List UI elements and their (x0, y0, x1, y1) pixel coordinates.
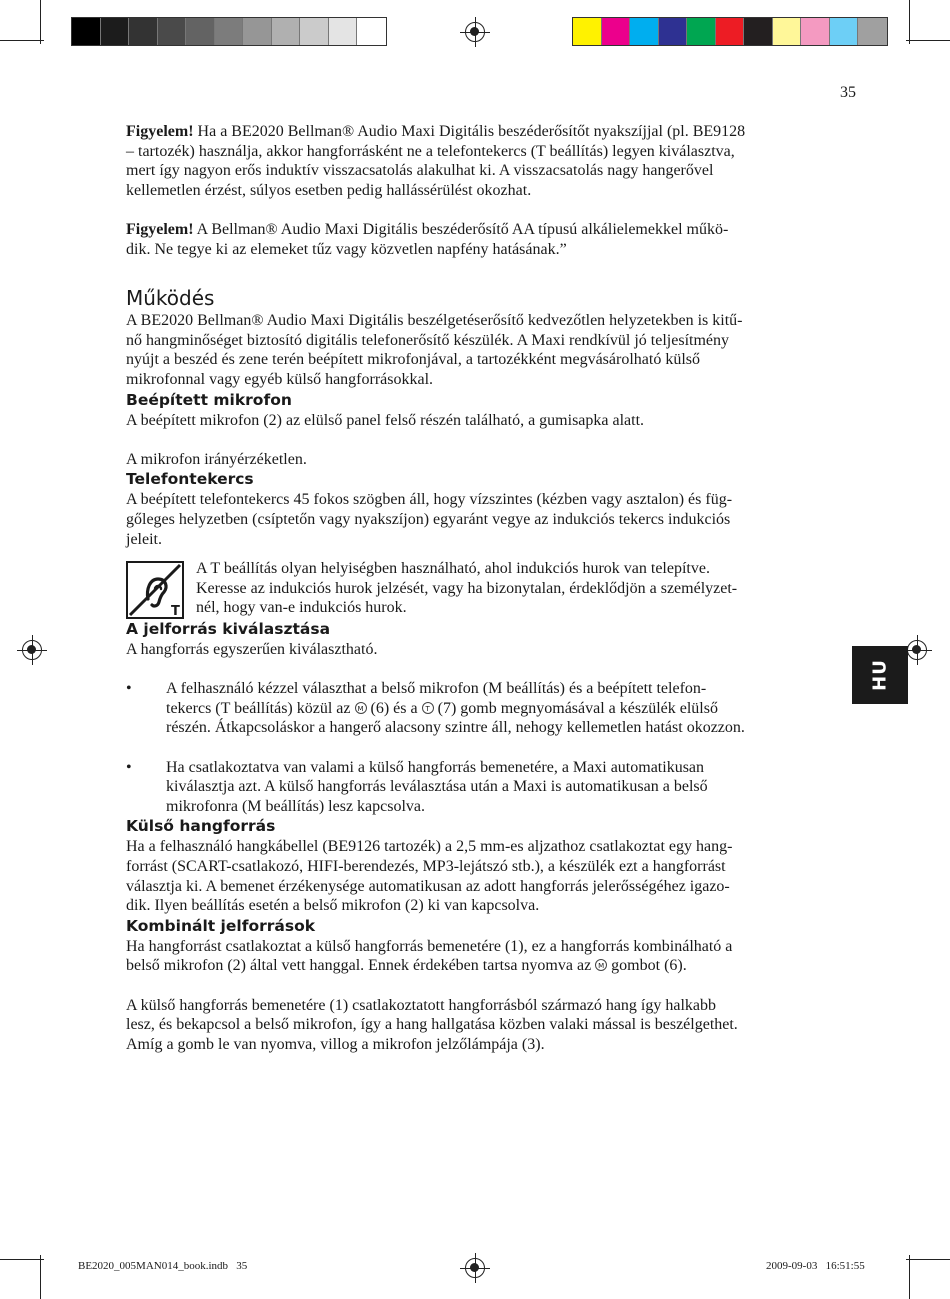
color-swatch (744, 18, 773, 45)
text-line: Amíg a gomb le van nyomva, villog a mikrofon jelzőlámpája (3). (126, 1035, 545, 1053)
crop-mark (0, 1259, 44, 1260)
language-tab (852, 646, 908, 704)
text-line: választja ki. A bemenet érzékenysége automatikusan az adott hangforrás jelerősségéhez igazo- (126, 877, 730, 895)
color-swatch (215, 18, 244, 45)
text-line: Ha a BE2020 Bellman® Audio Maxi Digitális beszéderősítőt nyakszíjjal (pl. BE9128 (193, 123, 746, 140)
crop-mark (40, 1255, 41, 1299)
color-swatch (243, 18, 272, 45)
text-line: tekercs (T beállítás) közül az (166, 699, 355, 717)
text-line: forrást (SCART-csatlakozó, HIFI-berendezés, MP3-lejátszó stb.), a készülék ezt a hangforrást (126, 858, 726, 876)
crop-mark (906, 1259, 950, 1260)
color-swatch (357, 18, 386, 45)
text-line: Keresse az indukciós hurok jelzését, vagy ha bizonytalan, érdeklődjön a személyzet- (196, 579, 738, 597)
page-number: 35 (840, 84, 856, 101)
color-swatch (272, 18, 301, 45)
registration-mark-top (465, 22, 485, 42)
language-tab-label: HU (869, 659, 891, 691)
text-line: dik. Ne tegye ki az elemeket tűz vagy közvetlen napfény hatásának.” (126, 240, 567, 258)
color-swatch (716, 18, 745, 45)
warning-paragraph (126, 122, 822, 200)
text-line: részén. Átkapcsoláskor a hangerő alacsony szintre áll, nehogy kellemetlen hatást okozzon. (166, 719, 745, 737)
crop-mark (906, 40, 950, 41)
external-paragraph (126, 837, 822, 915)
text-line: Ha csatlakoztatva van valami a külső hangforrás bemenetére, a Maxi automatikusan (166, 758, 705, 776)
registration-mark-right (907, 640, 927, 660)
text-line: A beépített telefontekercs 45 fokos szögben áll, hogy vízszintes (kézben vagy asztalon) és füg- (126, 491, 733, 509)
note-text (196, 559, 737, 619)
text-line: kellemetlen érzést, súlyos esetben pedig hallássérülést okozhat. (126, 181, 532, 199)
text-line: – tartozék) használja, akkor hangforrásként ne a telefontekercs (T beállítás) legyen kiválasztva, (126, 142, 735, 160)
registration-mark-left (22, 640, 42, 660)
crop-mark (0, 40, 44, 41)
paragraph: A mikrofon irányérzéketlen. (126, 450, 307, 468)
subheading-builtin-mic: Beépített mikrofon (126, 390, 292, 409)
footer-timestamp: 2009-09-03 16:51:55 (766, 1260, 865, 1272)
text-line: Ha a felhasználó hangkábellel (BE9126 tartozék) a 2,5 mm-es aljzathoz csatlakoztat egy hang- (126, 838, 733, 856)
text-line: gőleges helyzetben (csíptetőn vagy nyakszíjon) egyaránt vegye az indukciós tekercs indukciós (126, 510, 731, 528)
text-line: mert így nagyon erős induktív visszacsatolás alakulhat ki. A visszacsatolás nagy hangerővel (126, 162, 714, 180)
text-line: A külső hangforrás bemenetére (1) csatlakoztatott hangforrásból származó hang így halkabb (126, 996, 717, 1014)
hearing-loop-icon (126, 561, 184, 619)
text-line: Ha hangforrást csatlakoztat a külső hangforrás bemenetére (1), ez a hangforrás kombinálható a (126, 937, 733, 955)
color-swatch (329, 18, 358, 45)
warning-lead: Figyelem! (126, 123, 194, 140)
color-swatch (801, 18, 830, 45)
warning-paragraph (126, 220, 822, 259)
color-swatch (687, 18, 716, 45)
text-line: (7) gomb megnyomásával a készülék elülső (433, 699, 718, 717)
color-swatch (300, 18, 329, 45)
text-line: mikrofonra (M beállítás) lesz kapcsolva. (166, 797, 426, 815)
combined-paragraph-2 (126, 996, 822, 1055)
telecoil-note (126, 559, 822, 619)
paragraph: A hangforrás egyszerűen kiválasztható. (126, 641, 378, 659)
bullet-list (126, 679, 822, 816)
text-line: A Bellman® Audio Maxi Digitális beszéderősítő AA típusú alkálielemekkel műkö- (193, 220, 729, 238)
text-line: A T beállítás olyan helyiségben használható, ahol indukciós hurok van telepítve. (196, 560, 710, 578)
bullet-marker: • (126, 680, 132, 698)
color-swatch (573, 18, 602, 45)
process-color-bar (572, 17, 888, 46)
color-swatch (602, 18, 631, 45)
text-line: A felhasználó kézzel választhat a belső mikrofon (M beállítás) és a beépített telefon- (166, 680, 707, 698)
subheading-external-source: Külső hangforrás (126, 817, 276, 836)
text-line: mikrofonnal vagy egyéb külső hangforrásokkal. (126, 370, 434, 388)
color-swatch (630, 18, 659, 45)
m-button-icon: M (595, 959, 607, 971)
paragraph: A beépített mikrofon (2) az elülső panel felső részén található, a gumisapka alatt. (126, 411, 645, 429)
text-line: nő hangminőséget biztosító digitális telefonerősítő készülék. A Maxi rendkívül jó teljesítmény (126, 331, 730, 349)
text-line: kiválasztja azt. A külső hangforrás leválasztása után a Maxi is automatikusan a belső (166, 778, 708, 796)
footer-file-info: BE2020_005MAN014_book.indb 35 (78, 1260, 248, 1272)
intro-paragraph (126, 311, 822, 389)
color-swatch (773, 18, 802, 45)
subheading-source-select: A jelforrás kiválasztása (126, 620, 331, 639)
m-button-icon: M (355, 702, 367, 714)
text-line: gombot (6). (607, 957, 687, 975)
list-item (126, 679, 822, 738)
text-line: nyújt a beszéd és zene terén beépített mikrofonjával, a tartozékként megvásárolható külső (126, 351, 700, 369)
crop-mark (909, 0, 910, 44)
page-content (126, 122, 822, 1054)
text-line: A BE2020 Bellman® Audio Maxi Digitális beszélgetéserősítő kedvezőtlen helyzetekben is kitű- (126, 312, 743, 330)
text-line: lesz, és bekapcsol a belső mikrofon, így a hang hallgatása közben valaki mással is beszélgethet. (126, 1016, 738, 1034)
list-item (126, 758, 822, 817)
crop-mark (909, 1255, 910, 1299)
t-button-icon: T (422, 702, 434, 714)
text-line: jeleit. (126, 530, 162, 548)
combined-paragraph (126, 937, 822, 976)
registration-mark-bottom (465, 1258, 485, 1278)
color-swatch (129, 18, 158, 45)
color-swatch (830, 18, 859, 45)
text-line: belső mikrofon (2) által vett hanggal. Ennek érdekében tartsa nyomva az (126, 957, 596, 975)
subheading-combined-sources: Kombinált jelforrások (126, 916, 316, 935)
spacer (126, 738, 822, 758)
telecoil-paragraph (126, 490, 822, 549)
color-swatch (659, 18, 688, 45)
text-line: nél, hogy van-e indukciós hurok. (196, 599, 407, 617)
color-swatch (858, 18, 887, 45)
section-title: Működés (126, 286, 215, 311)
color-swatch (72, 18, 101, 45)
crop-mark (40, 0, 41, 44)
hearing-loop-letter: T (171, 604, 180, 620)
color-swatch (186, 18, 215, 45)
subheading-telecoil: Telefontekercs (126, 470, 254, 489)
text-line: (6) és a (366, 699, 422, 717)
color-swatch (101, 18, 130, 45)
color-swatch (158, 18, 187, 45)
bullet-marker: • (126, 758, 132, 776)
grayscale-color-bar (71, 17, 387, 46)
text-line: dik. Ilyen beállítás esetén a belső mikrofon (2) ki van kapcsolva. (126, 897, 540, 915)
warning-lead: Figyelem! (126, 220, 194, 238)
